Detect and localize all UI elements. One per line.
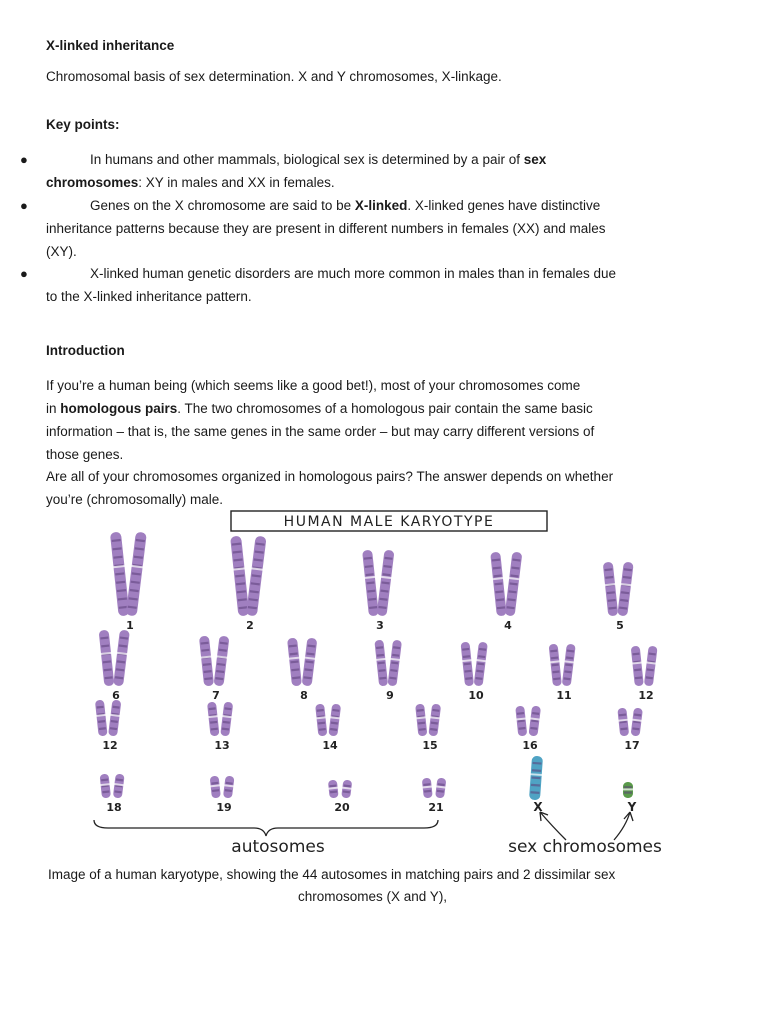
- chromosome-set: [94, 532, 658, 801]
- bullet-2-line-2: inheritance patterns because they are present in different numbers in females (XX) and males: [46, 221, 606, 236]
- autosomes-label: autosomes: [231, 837, 325, 856]
- chromosome: [643, 646, 658, 687]
- chromosome-number-label: 15: [422, 739, 438, 752]
- arrow-to-y: [614, 812, 630, 840]
- chromosome: [207, 702, 220, 737]
- chromosome-number-label: 12: [102, 739, 118, 752]
- chromosome: [630, 646, 644, 687]
- figure-caption-line-2: chromosomes (X and Y),: [298, 889, 448, 904]
- chromosome: [222, 775, 235, 798]
- chromosome: [213, 636, 230, 687]
- chromosome-number-label: 18: [106, 801, 122, 814]
- chromosome-number-label: 13: [214, 739, 230, 752]
- chromosome: [528, 706, 542, 737]
- chromosome: [301, 638, 318, 687]
- chromosome: [245, 536, 267, 617]
- chromosome: [109, 532, 130, 617]
- intro-line-4: those genes.: [46, 447, 124, 462]
- arrow-to-x: [540, 812, 566, 840]
- bullet-3-line-2: to the X-linked inheritance pattern.: [46, 289, 252, 304]
- chromosome: [112, 773, 125, 798]
- figure-caption-line-1: Image of a human karyotype, showing the 44 autosomes in matching pairs and 2 dissimilar sex: [48, 867, 616, 882]
- bullet-dot: ●: [20, 266, 28, 281]
- sex-chromosome-label: Y: [627, 800, 637, 814]
- intro-heading: Introduction: [46, 343, 125, 358]
- x-chromosome: [528, 756, 543, 801]
- chromosome-number-label: 2: [246, 619, 254, 632]
- chromosome: [287, 638, 303, 687]
- chromosome: [617, 562, 634, 617]
- chromosome: [460, 642, 475, 687]
- autosomes-brace: [94, 820, 438, 836]
- intro-line-1: If you’re a human being (which seems like a good bet!), most of your chromosomes come: [46, 378, 581, 393]
- chromosome-number-label: 11: [556, 689, 572, 702]
- chromosome: [630, 707, 643, 736]
- chromosome-number-label: 6: [112, 689, 120, 702]
- chromosome: [327, 780, 339, 799]
- chromosome-number-label: 8: [300, 689, 308, 702]
- chromosome: [548, 644, 562, 687]
- chromosome: [374, 640, 389, 687]
- chromosome-number-label: 7: [212, 689, 220, 702]
- bullet-1-line-2: chromosomes: XY in males and XX in females.: [46, 175, 335, 190]
- chromosome: [490, 552, 508, 617]
- chromosome: [362, 550, 380, 617]
- chromosome-number-label: 10: [468, 689, 484, 702]
- chromosome: [617, 708, 630, 737]
- chromosome: [125, 532, 147, 617]
- chromosome: [113, 630, 131, 687]
- chromosome-number-label: 14: [322, 739, 338, 752]
- bullet-dot: ●: [20, 152, 28, 167]
- chromosome: [376, 550, 395, 617]
- chromosome: [435, 777, 447, 798]
- chromosome-number-label: 5: [616, 619, 624, 632]
- chromosome-number-label: 20: [334, 801, 350, 814]
- chromosome-number-label: 3: [376, 619, 384, 632]
- chromosome-number-label: 17: [624, 739, 640, 752]
- chromosome: [108, 700, 122, 737]
- chromosome: [504, 552, 523, 617]
- chromosome-number-label: 12: [638, 689, 654, 702]
- figure-title: HUMAN MALE KARYOTYPE: [283, 514, 495, 530]
- chromosome-number-label: 1: [126, 619, 134, 632]
- bullet-3-line-1: X-linked human genetic disorders are much more common in males than in females due: [90, 266, 617, 281]
- sex-chromosomes-label: sex chromosomes: [508, 837, 662, 856]
- chromosome: [94, 700, 108, 737]
- chromosome: [341, 779, 353, 798]
- chromosome: [230, 536, 250, 617]
- intro-line-5: Are all of your chromosomes organized in homologous pairs? The answer depends on whether: [46, 469, 614, 484]
- chromosome: [198, 636, 214, 687]
- intro-line-6: you’re (chromosomally) male.: [46, 492, 224, 507]
- sex-chromosome-label: X: [533, 800, 543, 814]
- chromosome-number-label: 4: [504, 619, 512, 632]
- intro-line-3: information – that is, the same genes in the same order – but may carry different versions of: [46, 424, 595, 439]
- chromosome-number-label: 16: [522, 739, 538, 752]
- karyotype-figure: [78, 508, 700, 856]
- chromosome: [209, 776, 221, 799]
- chromosome: [561, 644, 576, 687]
- chromosome: [602, 562, 619, 617]
- chromosome: [328, 704, 342, 737]
- chromosome: [473, 642, 488, 687]
- chromosome-number-label: 21: [428, 801, 444, 814]
- chromosome: [387, 640, 403, 687]
- key-points-heading: Key points:: [46, 117, 120, 132]
- page-subtitle: Chromosomal basis of sex determination. X and Y chromosomes, X-linkage.: [46, 69, 502, 84]
- y-chromosome: [623, 782, 634, 798]
- intro-line-2: in homologous pairs. The two chromosomes of a homologous pair contain the same basic: [46, 401, 593, 416]
- bullet-2-line-3: (XY).: [46, 244, 77, 259]
- bullet-1-line-1: In humans and other mammals, biological sex is determined by a pair of sex: [90, 152, 547, 167]
- chromosome: [99, 774, 111, 799]
- karyotype-illustration: [78, 508, 700, 856]
- chromosome: [98, 630, 115, 687]
- page-heading: X-linked inheritance: [46, 38, 175, 53]
- chromosome: [220, 702, 234, 737]
- chromosome: [428, 704, 442, 737]
- chromosome-number-label: 9: [386, 689, 394, 702]
- chromosome: [415, 704, 428, 737]
- chromosome: [515, 706, 528, 737]
- bullet-dot: ●: [20, 198, 28, 213]
- chromosome: [315, 704, 328, 737]
- bullet-2-line-1: Genes on the X chromosome are said to be X-linked. X-linked genes have distinctive: [90, 198, 601, 213]
- chromosome: [421, 778, 433, 799]
- chromosome-number-label: 19: [216, 801, 232, 814]
